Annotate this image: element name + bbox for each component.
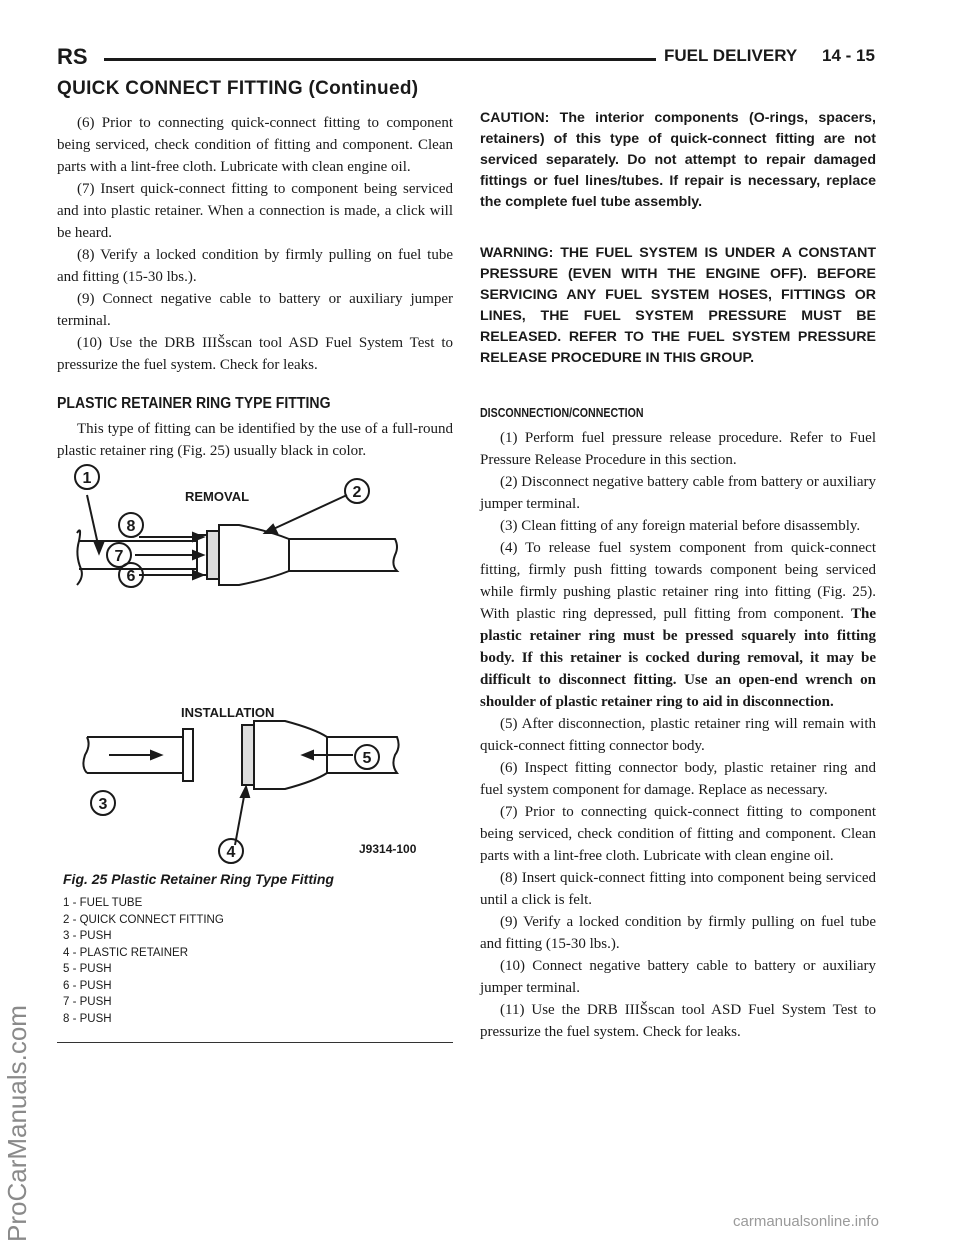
section-intro-para: This type of fitting can be identified by the use of a full-round plastic retainer ring (Fig. 25) usually black in color. [57, 421, 453, 459]
right-para-8: (8) Insert quick-connect fitting into component being serviced until a click is felt. [480, 870, 876, 908]
legend-item: 2 - QUICK CONNECT FITTING [63, 913, 224, 926]
section-heading: PLASTIC RETAINER RING TYPE FITTING [57, 395, 331, 412]
right-para-4 [480, 537, 876, 713]
left-para-8: (8) Verify a locked condition by firmly pulling on fuel tube and fitting (15-30 lbs.). [57, 247, 453, 285]
right-para-9: (9) Verify a locked condition by firmly pulling on fuel tube and fitting (15-30 lbs.). [480, 914, 876, 952]
callout-4: 4 [226, 844, 236, 861]
legend-item: 3 - PUSH [63, 930, 112, 942]
figure-legend [63, 895, 224, 1027]
header-section: FUEL DELIVERY [664, 46, 798, 65]
callout-6: 6 [126, 568, 136, 585]
callout-7: 7 [114, 548, 124, 565]
right-para-7: (7) Prior to connecting quick-connect fitting to component being serviced, check condition of fitting and component. Clean parts with a lint-free cloth. Lubricate with clean engine oil. [480, 804, 876, 864]
callout-3: 3 [98, 796, 108, 813]
continued-title: QUICK CONNECT FITTING (Continued) [57, 78, 419, 99]
callout-2: 2 [352, 484, 362, 501]
warning-block: WARNING: THE FUEL SYSTEM IS UNDER A CONSTANT PRESSURE (EVEN WITH THE ENGINE OFF). BEFORE SERVICING ANY FUEL SYSTEM HOSES, FITTINGS OR LINES, THE FUEL SYSTEM PRESSURE MUST BE RELEASED. REFER TO THE FUEL SYSTEM PRESSURE RELEASE PROCEDURE IN THIS GROUP. [480, 245, 876, 366]
figure-bottom-rule [57, 1042, 453, 1043]
footer-watermark: carmanualsonline.info [733, 1213, 879, 1230]
callout-8: 8 [126, 518, 136, 535]
caution-block: CAUTION: The interior components (O-rings, spacers, retainers) of this type of quick-connect fitting are not serviced separately. Do not attempt to repair damaged fittings or fuel lines/tubes. If repair is necessary, replace the complete fuel tube assembly. [480, 110, 876, 210]
legend-item: 6 - PUSH [63, 979, 112, 992]
right-para-5: (5) After disconnection, plastic retainer ring will remain with quick-connect fitting connector body. [480, 716, 876, 754]
callout-5: 5 [362, 750, 372, 767]
figure-code: J9314-100 [359, 842, 417, 856]
left-para-6: (6) Prior to connecting quick-connect fitting to component being serviced, check condition of fitting and component. Clean parts with a lint-free cloth. Lubricate with clean engine oil. [57, 115, 453, 175]
left-para-10: (10) Use the DRB IIIŠscan tool ASD Fuel System Test to pressurize the fuel system. Check for leaks. [57, 335, 453, 373]
right-column [480, 108, 876, 1043]
subheading-disconnection: DISCONNECTION/CONNECTION [480, 406, 644, 420]
left-column [57, 112, 453, 462]
right-para-11: (11) Use the DRB IIIŠscan tool ASD Fuel System Test to pressurize the fuel system. Check for leaks. [480, 1002, 876, 1040]
side-watermark: ProCarManuals.com [2, 1005, 32, 1242]
legend-item: 5 - PUSH [63, 963, 112, 975]
header-page-number: 14 - 15 [822, 46, 875, 65]
label-installation: INSTALLATION [181, 705, 275, 720]
legend-item: 7 - PUSH [63, 996, 112, 1008]
para4-text: (4) To release fuel system component from quick-connect fitting, firmly push fitting towards component being serviced while firmly pushing plastic retainer ring into fitting (Fig. 25). With plastic ring depressed, pull fitting from component. [480, 540, 876, 622]
right-para-10: (10) Connect negative battery cable to battery or auxiliary jumper terminal. [480, 958, 876, 996]
right-para-3: (3) Clean fitting of any foreign material before disassembly. [500, 518, 861, 534]
label-removal: REMOVAL [185, 489, 250, 504]
right-para-6: (6) Inspect fitting connector body, plastic retainer ring and fuel system component for damage. Replace as necessary. [480, 760, 876, 798]
header-rule [104, 58, 656, 61]
callout-1: 1 [82, 470, 92, 487]
para4-bold: The plastic retainer ring must be pressed squarely into fitting body. If this retainer is cocked during removal, it may be difficult to disconnect fitting. Use an open-end wrench on shoulder of plastic retainer ring to aid in disconnection. [480, 606, 876, 710]
left-para-9: (9) Connect negative cable to battery or auxiliary jumper terminal. [57, 291, 453, 329]
left-para-7: (7) Insert quick-connect fitting to component being serviced and into plastic retainer. When a connection is made, a click will be heard. [57, 181, 453, 241]
legend-item: 8 - PUSH [63, 1012, 112, 1025]
legend-item: 1 - FUEL TUBE [63, 897, 143, 909]
right-para-1: (1) Perform fuel pressure release procedure. Refer to Fuel Pressure Release Procedure in this section. [480, 430, 876, 468]
legend-item: 4 - PLASTIC RETAINER [63, 946, 189, 959]
right-para-2: (2) Disconnect negative battery cable from battery or auxiliary jumper terminal. [480, 474, 876, 512]
header-left: RS [57, 44, 88, 69]
fitting-diagram [57, 455, 453, 865]
figure-caption: Fig. 25 Plastic Retainer Ring Type Fitting [63, 871, 334, 887]
figure-25 [57, 455, 453, 1040]
